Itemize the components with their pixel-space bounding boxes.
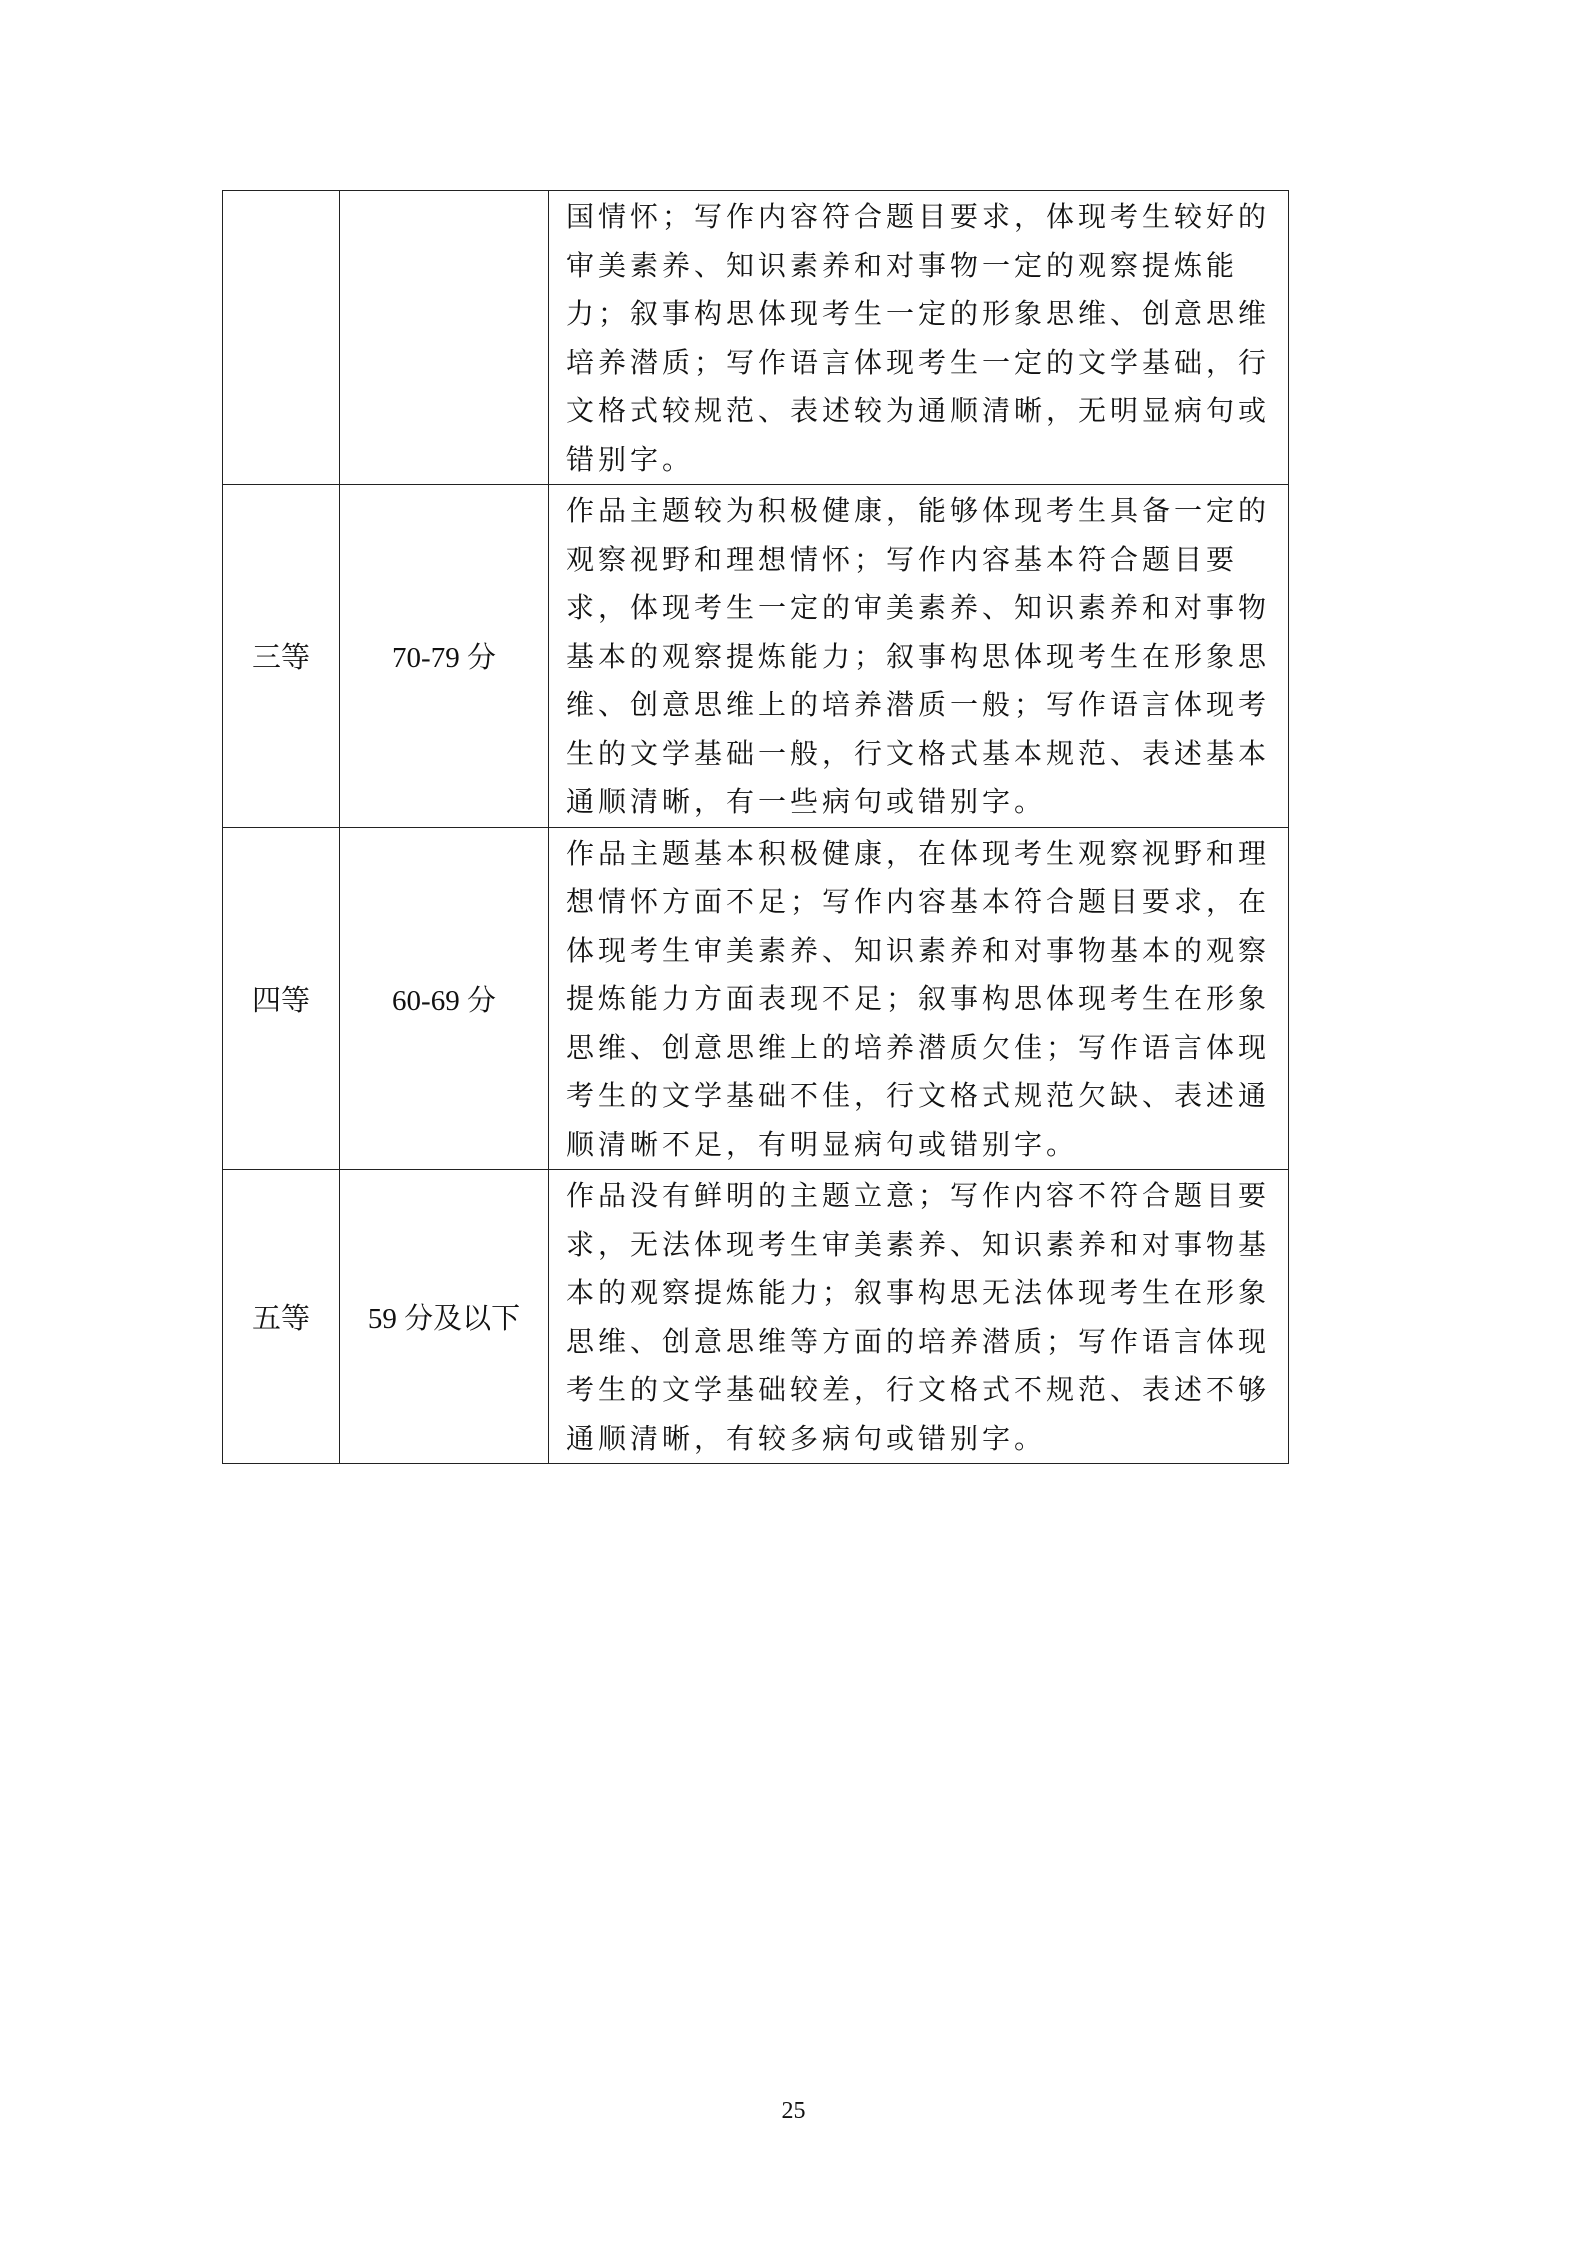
grade-cell [223,191,340,485]
description-line: 生的文学基础一般，行文格式基本规范、表述基本 [566,736,1271,770]
description-line: 求，体现考生一定的审美素养、知识素养和对事物 [566,591,1271,624]
table-row [223,1170,1289,1464]
grade-cell: 三等 [223,485,340,828]
description-line: 基本的观察提炼能力；叙事构思体现考生在形象思 [566,639,1271,673]
description-line: 体现考生审美素养、知识素养和对事物基本的观察 [566,933,1271,967]
description-line: 文格式较规范、表述较为通顺清晰，无明显病句或 [566,394,1271,427]
page-number: 25 [781,2098,806,2124]
description-line: 观察视野和理想情怀；写作内容基本符合题目要 [566,542,1239,576]
description-line: 培养潜质；写作语言体现考生一定的文学基础，行 [566,345,1271,379]
description-cell [549,485,1289,828]
description-line: 考生的文学基础较差，行文格式不规范、表述不够 [566,1373,1271,1406]
table-row [223,485,1289,828]
description-line: 求，无法体现考生审美素养、知识素养和对事物基 [566,1227,1271,1261]
description-cell [549,827,1289,1170]
description-cell [549,191,1289,485]
description-line: 国情怀；写作内容符合题目要求，体现考生较好的 [566,200,1271,233]
description-line: 考生的文学基础不佳，行文格式规范欠缺、表述通 [566,1079,1271,1112]
description-line: 作品主题基本积极健康，在体现考生观察视野和理 [566,836,1271,870]
description-line: 维、创意思维上的培养潜质一般；写作语言体现考 [566,688,1271,721]
score-cell: 59 分及以下 [340,1170,549,1464]
description-line: 作品没有鲜明的主题立意；写作内容不符合题目要 [566,1179,1271,1212]
description-line: 提炼能力方面表现不足；叙事构思体现考生在形象 [566,982,1271,1015]
score-cell [340,191,549,485]
grade-cell: 五等 [223,1170,340,1464]
description-line: 本的观察提炼能力；叙事构思无法体现考生在形象 [566,1276,1271,1309]
description-line: 顺清晰不足，有明显病句或错别字。 [566,1127,1079,1161]
description-line: 思维、创意思维等方面的培养潜质；写作语言体现 [566,1324,1271,1358]
description-line: 错别字。 [566,442,695,476]
table-row [223,191,1289,485]
grade-cell: 四等 [223,827,340,1170]
description-line: 通顺清晰，有一些病句或错别字。 [566,785,1047,818]
score-cell: 60-69 分 [340,827,549,1170]
description-line: 通顺清晰，有较多病句或错别字。 [566,1421,1047,1455]
description-line: 思维、创意思维上的培养潜质欠佳；写作语言体现 [566,1030,1271,1064]
score-cell: 70-79 分 [340,485,549,828]
table-row [223,827,1289,1170]
grading-table [222,190,1289,1464]
description-cell [549,1170,1289,1464]
description-line: 作品主题较为积极健康，能够体现考生具备一定的 [566,494,1271,527]
description-line: 审美素养、知识素养和对事物一定的观察提炼能 [566,248,1239,282]
description-line: 想情怀方面不足；写作内容基本符合题目要求，在 [566,885,1271,918]
description-line: 力；叙事构思体现考生一定的形象思维、创意思维 [566,297,1271,330]
